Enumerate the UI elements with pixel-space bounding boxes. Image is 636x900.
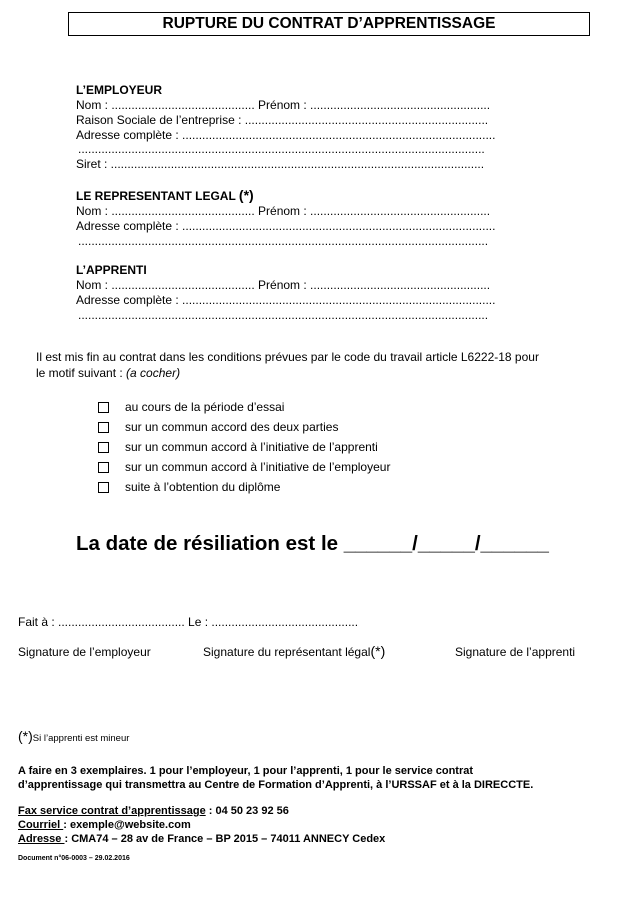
employeur-heading: L’EMPLOYEUR <box>76 83 163 97</box>
employeur-raison-sociale-field[interactable]: Raison Sociale de l’entreprise : ......................................................................... <box>76 113 489 127</box>
footnote: (*)Si l’apprenti est mineur <box>18 728 130 744</box>
employeur-nom-prenom-field[interactable]: Nom : ........................................... Prénom : ...................................................... <box>76 98 491 112</box>
option-label: sur un commun accord des deux parties <box>125 420 339 434</box>
representant-adresse-field[interactable]: Adresse complète : .............................................................................................. <box>76 219 496 233</box>
representant-nom-prenom-field[interactable]: Nom : ........................................... Prénom : ...................................................... <box>76 204 491 218</box>
option-obtention-diplome[interactable] <box>98 480 280 494</box>
option-label: suite à l’obtention du diplôme <box>125 480 281 494</box>
option-accord-apprenti[interactable] <box>98 440 378 454</box>
signature-apprenti-label: Signature de l’apprenti <box>455 645 576 659</box>
motif-intro-line1: Il est mis fin au contrat dans les conditions prévues par le code du travail article L6222-18 pour <box>36 350 539 364</box>
apprenti-adresse-field[interactable]: Adresse complète : .............................................................................................. <box>76 293 496 307</box>
fait-a-le-field[interactable]: Fait à : ...................................... Le : ............................................ <box>18 615 359 629</box>
asterisk-marker: (*) <box>238 187 254 203</box>
option-label: sur un commun accord à l’initiative de l’employeur <box>125 460 391 474</box>
contact-courriel: Courriel : exemple@website.com <box>18 819 191 831</box>
checkbox[interactable] <box>98 482 109 493</box>
option-label: au cours de la période d’essai <box>125 400 285 414</box>
option-label: sur un commun accord à l’initiative de l’apprenti <box>125 440 378 454</box>
checkbox[interactable] <box>98 442 109 453</box>
contact-adresse: Adresse : CMA74 – 28 av de France – BP 2015 – 74011 ANNECY Cedex <box>18 833 386 845</box>
checkbox[interactable] <box>98 462 109 473</box>
checkbox[interactable] <box>98 422 109 433</box>
employeur-adresse-field[interactable]: Adresse complète : .............................................................................................. <box>76 128 496 142</box>
contact-fax: Fax service contrat d’apprentissage : 04 50 23 92 56 <box>18 805 289 817</box>
exemplaires-line2: d’apprentissage qui transmettra au Centre de Formation d’Apprenti, à l’URSSAF et à la DIRECCTE. <box>18 779 534 791</box>
option-periode-essai[interactable] <box>98 400 284 414</box>
employeur-siret-field[interactable]: Siret : ................................................................................................................ <box>76 157 485 171</box>
option-accord-employeur[interactable] <box>98 460 390 474</box>
checkbox[interactable] <box>98 402 109 413</box>
document-title: RUPTURE DU CONTRAT D’APPRENTISSAGE <box>68 12 590 36</box>
apprenti-adresse-suite-field[interactable]: ........................................................................................................................... <box>78 308 489 322</box>
signature-representant-label: Signature du représentant légal(*) <box>203 643 386 659</box>
option-accord-deux-parties[interactable] <box>98 420 338 434</box>
apprenti-heading: L’APPRENTI <box>76 263 147 277</box>
employeur-adresse-suite-field[interactable]: .......................................................................................................................... <box>78 142 485 156</box>
signature-employeur-label: Signature de l’employeur <box>18 645 151 659</box>
apprenti-nom-prenom-field[interactable]: Nom : ........................................... Prénom : ...................................................... <box>76 278 491 292</box>
motif-intro-line2: le motif suivant : (a cocher) <box>36 366 181 380</box>
motif-instruction: (a cocher) <box>126 366 181 380</box>
asterisk-marker: (*) <box>18 728 33 744</box>
date-resiliation-field[interactable]: La date de résiliation est le ______/_____/______ <box>76 532 549 555</box>
representant-adresse-suite-field[interactable]: ........................................................................................................................... <box>78 234 489 248</box>
representant-heading: LE REPRESENTANT LEGAL (*) <box>76 187 254 203</box>
asterisk-marker: (*) <box>370 643 386 659</box>
exemplaires-line1: A faire en 3 exemplaires. 1 pour l’employeur, 1 pour l’apprenti, 1 pour le service contrat <box>18 765 474 777</box>
document-reference: Document n°06-0003 – 29.02.2016 <box>18 855 130 862</box>
